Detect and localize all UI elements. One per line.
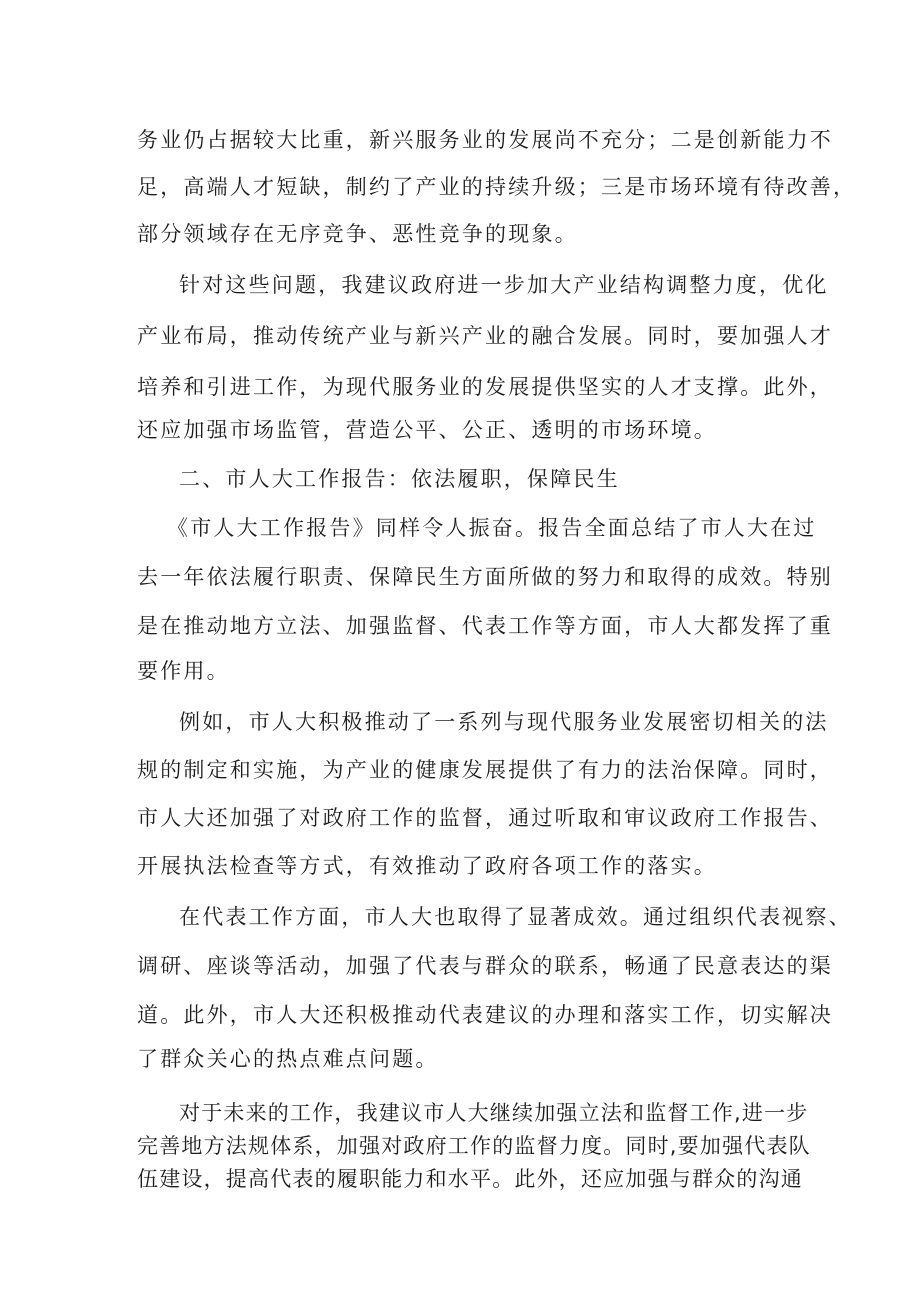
section-heading: 二、市人大工作报告：依法履职，保障民生 <box>179 467 620 491</box>
text-line: 《市人大工作报告》同样令人振奋。报告全面总结了市人大在过 <box>167 516 817 540</box>
text-line: 足，高端人才短缺，制约了产业的持续升级；三是市场环境有待改善， <box>137 175 857 199</box>
text-line: 道。此外，市人大还积极推动代表建议的办理和落实工作，切实解决 <box>137 1003 833 1027</box>
text-line: 部分领域存在无序竞争、恶性竞争的现象。 <box>137 222 578 246</box>
text-line: 去一年依法履行职责、保障民生方面所做的努力和取得的成效。特别 <box>137 565 833 589</box>
text-line: 在代表工作方面，市人大也取得了显著成效。通过组织代表视察、 <box>179 905 852 929</box>
text-line: 是在推动地方立法、加强监督、代表工作等方面，市人大都发挥了重 <box>137 614 833 638</box>
text-line: 完善地方法规体系，加强对政府工作的监督力度。同时,要加强代表队 <box>137 1134 811 1158</box>
text-line: 例如，市人大积极推动了一系列与现代服务业发展密切相关的法 <box>179 710 829 734</box>
text-line: 培养和引进工作，为现代服务业的发展提供坚实的人才支撑。此外， <box>137 375 833 399</box>
text-line: 调研、座谈等活动，加强了代表与群众的联系，畅通了民意表达的渠 <box>137 954 833 978</box>
text-line: 务业仍占据较大比重，新兴服务业的发展尚不充分；二是创新能力不 <box>137 128 833 152</box>
text-line: 市人大还加强了对政府工作的监督，通过听取和审议政府工作报告、 <box>137 806 833 830</box>
text-line: 开展执法检查等方式，有效推动了政府各项工作的落实。 <box>137 854 717 878</box>
text-line: 针对这些问题，我建议政府进一步加大产业结构调整力度，优化 <box>179 273 829 297</box>
text-line: 规的制定和实施，为产业的健康发展提供了有力的法治保障。同时， <box>137 758 833 782</box>
text-line: 对于未来的工作，我建议市人大继续加强立法和监督工作,进一步 <box>179 1101 809 1125</box>
text-line: 了群众关心的热点难点问题。 <box>137 1047 439 1071</box>
text-line: 产业布局，推动传统产业与新兴产业的融合发展。同时，要加强人才 <box>137 324 833 348</box>
text-line: 伍建设，提高代表的履职能力和水平。此外，还应加强与群众的沟通 <box>137 1167 803 1191</box>
text-line: 要作用。 <box>137 659 230 683</box>
text-line: 还应加强市场监管，营造公平、公正、透明的市场环境。 <box>137 418 717 442</box>
